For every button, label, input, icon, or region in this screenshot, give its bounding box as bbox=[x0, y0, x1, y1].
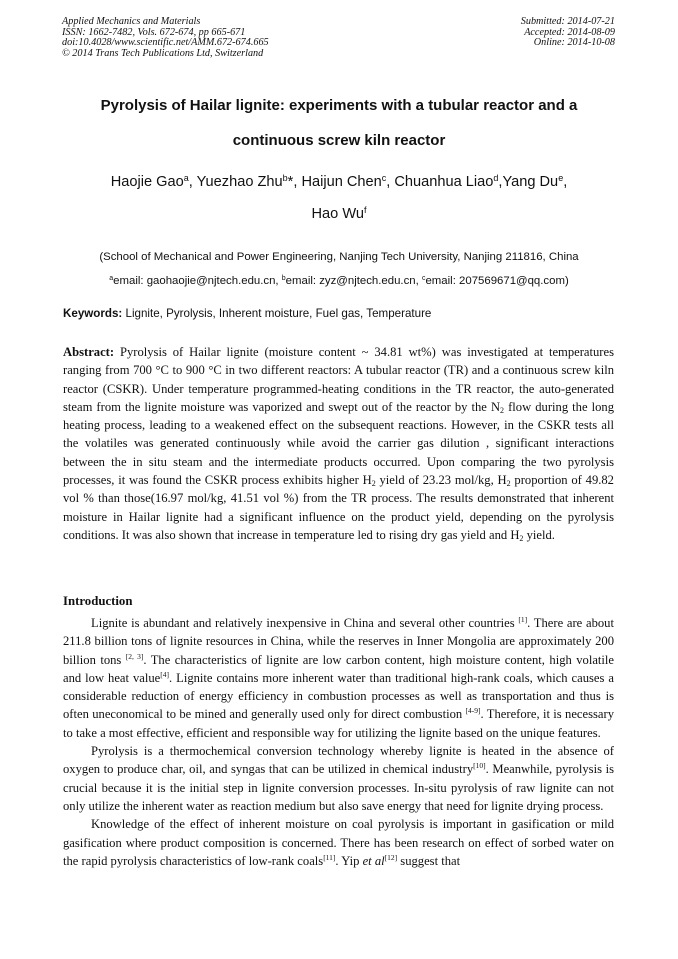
body-text: . Therefore, it is necessary to take a most effective, efficient and responsible way for utilizing the lignite based on the unique features. bbox=[63, 707, 614, 740]
author-mark: e bbox=[558, 173, 564, 183]
abstract-text: yield of 23.23 mol/kg, H bbox=[375, 473, 507, 488]
journal-name: Applied Mechanics and Materials bbox=[62, 16, 201, 27]
body-text: . Meanwhile, pyrolysis is crucial because it is the initial step in lignite conversion processes. In-situ pyrolysis of raw lignite can not only utilize the inherent water as reaction medium but also save energy that need for lignite drying process. bbox=[63, 762, 614, 813]
citation[interactable]: [12] bbox=[384, 852, 398, 862]
email-text: email: gaohaojie@njtech.edu.cn, bbox=[113, 275, 282, 287]
journal-info bbox=[62, 17, 269, 59]
abstract-text: Pyrolysis of Hailar lignite (moisture content ~ 34.81 wt%) was investigated at temperatures ranging from 700 °C to 900 °C in two different reactors: A tubular reactor (TR) and a continuous screw kiln reactor (CSKR). Under temperature programmed-heating conditions in the TR reactor, the auto-generated steam from the lignite moisture was vaporized and swept out of the reactor by the N bbox=[63, 345, 614, 414]
paper-title bbox=[40, 88, 638, 158]
author-name: Yuezhao Zhu bbox=[196, 174, 283, 190]
author-name: Haojie Gao bbox=[110, 174, 184, 190]
body-text: Lignite is abundant and relatively inexpensive in China and several other countries bbox=[91, 616, 519, 630]
submitted-date: Submitted: 2014-07-21 bbox=[520, 16, 615, 27]
body-text: . The characteristics of lignite are low carbon content, high moisture content, high volatile and low heat value bbox=[63, 652, 615, 685]
abstract-label: Abstract: bbox=[63, 345, 115, 359]
abstract bbox=[63, 343, 614, 544]
subscript: 2 bbox=[506, 479, 511, 489]
body-text: . Yip bbox=[335, 853, 363, 868]
abstract-text: flow during the long heating process, leading to a weakened effect on the subsequent reactions. However, in the CSKR tests all the volatiles was generated continuously while avoid the carrier gas dilution , significant interactions between the in situ steam and the intermediate products occurred. Upon comparing the two pyrolysis processes, it was found the CSKR process exhibits higher H bbox=[63, 399, 614, 488]
author-name: Hao Wu bbox=[311, 206, 364, 222]
journal-copyright: © 2014 Trans Tech Publications Ltd, Switzerland bbox=[62, 47, 264, 59]
citation[interactable]: [11] bbox=[323, 852, 336, 862]
abstract-text: proportion of 49.82 vol % than those(16.97 mol/kg, 41.51 vol %) from the TR process. The results demonstrated that inherent moisture in Hailar lignite had a significant influence on the product yield, depending on the pyrolysis conditions. It was also shown that increase in temperature led to rising dry gas yield and H bbox=[63, 473, 614, 542]
citation[interactable]: [1] bbox=[518, 615, 528, 624]
author-mark: f bbox=[363, 205, 367, 215]
affiliation bbox=[40, 245, 638, 293]
email-mark: c bbox=[421, 275, 426, 282]
keywords-label: Keywords: bbox=[63, 307, 123, 320]
introduction-body bbox=[63, 614, 614, 870]
author-line bbox=[40, 198, 638, 230]
journal-doi: doi:10.4028/www.scientific.net/AMM.672-674.665 bbox=[62, 37, 269, 49]
et-al: et al bbox=[362, 853, 385, 868]
body-text: Pyrolysis is a thermochemical conversion technology whereby lignite is heated in the absence of oxygen to produce char, oil, and syngas that can be utilized in chemical industry bbox=[63, 744, 614, 777]
title-line: Pyrolysis of Hailar lignite: experiments with a tubular reactor and a bbox=[100, 97, 578, 114]
citation[interactable]: [4] bbox=[160, 669, 170, 679]
author-name: Haijun Chen bbox=[301, 174, 382, 190]
paragraph bbox=[63, 742, 614, 815]
email-text: email: 207569671@qq.com) bbox=[425, 275, 569, 287]
author-name: Chuanhua Liao bbox=[394, 174, 494, 190]
email-line bbox=[40, 269, 638, 293]
body-text: Knowledge of the effect of inherent moisture on coal pyrolysis is important in gasification or mild gasification where product composition is concerned. There has been research on effect of sorbed water on the rapid pyrolysis characteristics of low-rank coals bbox=[63, 817, 614, 868]
author-mark: c bbox=[381, 173, 387, 183]
title-line: continuous screw kiln reactor bbox=[232, 132, 446, 149]
submission-dates bbox=[521, 17, 615, 49]
author-line: Haojie Gao$^a$, Yuezhao Zhu$^b$*, Haijun Chen$^c$, Chuanhua Liao$^d$,Yang Du$^e$, bbox=[110, 173, 568, 190]
keywords-text: Lignite, Pyrolysis, Inherent moisture, Fuel gas, Temperature bbox=[122, 307, 432, 320]
subscript: 2 bbox=[500, 405, 505, 415]
online-date: Online: 2014-10-08 bbox=[533, 37, 615, 49]
author-name: Yang Du bbox=[502, 174, 559, 190]
author-mark: d bbox=[493, 173, 499, 183]
body-text: suggest that bbox=[397, 853, 461, 868]
accepted-date: Accepted: 2014-08-09 bbox=[524, 26, 615, 38]
author-mark: b bbox=[282, 173, 288, 183]
journal-issn: ISSN: 1662-7482, Vols. 672-674, pp 665-671 bbox=[62, 26, 246, 38]
citation[interactable]: [10] bbox=[473, 761, 486, 771]
paragraph bbox=[63, 815, 614, 870]
author-list bbox=[40, 166, 638, 230]
section-heading: Introduction bbox=[63, 594, 133, 608]
subscript: 2 bbox=[519, 533, 524, 543]
citation[interactable]: [2, 3] bbox=[125, 651, 144, 661]
citation[interactable]: [4-9] bbox=[465, 706, 481, 716]
body-text: . There are about 211.8 billion tons of lignite resources in China, while the reserves in Inner Mongolia are approximately 200 billion tons bbox=[63, 616, 614, 667]
subscript: 2 bbox=[371, 479, 376, 489]
body-text: . Lignite contains more inherent water than traditional high-rank coals, which causes a considerable reduction of energy efficiency in combustion processes as well as transportation and thus is often uneconomical to be mined and generally used only for direct combustion bbox=[63, 670, 614, 722]
author-mark: a bbox=[183, 173, 189, 183]
keywords bbox=[63, 307, 623, 320]
email-mark: b bbox=[281, 275, 286, 282]
email-mark: a bbox=[109, 275, 114, 282]
abstract-text: yield. bbox=[523, 527, 555, 542]
email-text: email: zyz@njtech.edu.cn, bbox=[285, 275, 422, 287]
affiliation-line: (School of Mechanical and Power Engineering, Nanjing Tech University, Nanjing 211816, China bbox=[99, 251, 579, 263]
paragraph bbox=[63, 614, 614, 742]
